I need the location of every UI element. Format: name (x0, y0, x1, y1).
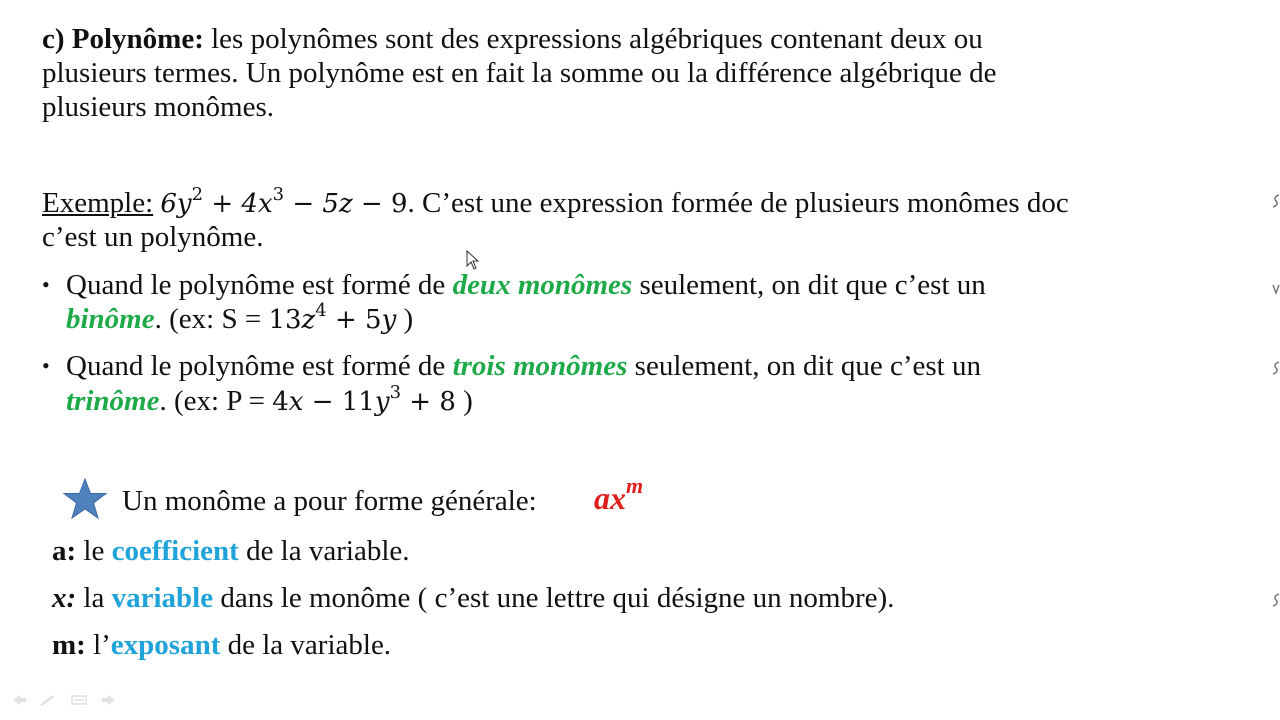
def-key-a: a: (52, 535, 77, 567)
formula-exponent: m (626, 473, 644, 498)
star-icon (62, 478, 108, 520)
bullet-marker: • (42, 353, 50, 378)
bullet-2-post: seulement, on dit que c’est un (627, 350, 981, 382)
slide-menu-icon[interactable] (70, 694, 88, 706)
bullet-2-line-2 (66, 384, 473, 419)
def-key-m: m: (52, 629, 86, 661)
definition-exposant (52, 628, 391, 662)
def-x-pre: la (76, 582, 112, 614)
bullet-1-ex-open: . (ex: S = (154, 303, 269, 335)
def-a-pre: le (76, 535, 112, 567)
bullet-2-line-1 (66, 349, 981, 383)
bullet-2-highlight: trois monômes (452, 350, 628, 382)
trinome-example-formula: $4x - 11y^3 + 8$ (272, 382, 456, 417)
bullet-1-highlight: deux monômes (452, 269, 633, 301)
def-x-post: dans le monôme ( c’est une lettre qui désigne un nombre). (213, 582, 895, 614)
bullet-2-pre: Quand le polynôme est formé de (66, 350, 453, 382)
trinome-term: trinôme (66, 385, 160, 417)
bullet-1-ex-close: ) (396, 303, 414, 335)
definition-line-2: plusieurs termes. Un polynôme est en fait la somme ou la différence algébrique de (42, 57, 997, 89)
def-x-term: variable (111, 582, 214, 614)
general-form-formula (594, 473, 644, 518)
general-form-text: Un monôme a pour forme générale: (122, 485, 537, 517)
def-m-pre: l’ (85, 629, 111, 661)
example-text-1: . C’est une expression formée de plusieurs monômes doc (407, 187, 1069, 219)
formula-base: ax (594, 480, 626, 516)
bullet-1-pre: Quand le polynôme est formé de (66, 269, 453, 301)
binome-term: binôme (66, 303, 155, 335)
definition-line-1 (42, 22, 983, 56)
example-line-1 (42, 186, 1069, 221)
definition-lead: c) Polynôme: (42, 23, 204, 55)
definition-coefficient (52, 534, 410, 568)
bullet-marker: • (42, 272, 50, 297)
bullet-1-line-1 (66, 268, 986, 302)
definition-text-1: les polynômes sont des expressions algébriques contenant deux ou (203, 23, 983, 55)
def-key-x: x: (52, 582, 77, 614)
edge-mark-icon (1272, 360, 1280, 376)
example-expression: $6y^2 + 4x^3 - 5z - 9$ (160, 184, 408, 219)
def-m-post: de la variable. (220, 629, 392, 661)
definition-variable (52, 581, 894, 615)
def-a-post: de la variable. (238, 535, 410, 567)
example-label: Exemple: (42, 187, 154, 219)
def-m-term: exposant (110, 629, 221, 661)
edge-mark-icon (1272, 193, 1280, 209)
bullet-1-post: seulement, on dit que c’est un (632, 269, 986, 301)
binome-example-formula: $13z^4 + 5y$ (268, 300, 397, 335)
next-slide-icon[interactable] (100, 694, 118, 706)
example-text-2: c’est un polynôme. (42, 221, 264, 253)
edge-mark-icon (1272, 592, 1280, 608)
bullet-1-line-2 (66, 302, 413, 337)
mouse-cursor-icon (466, 250, 480, 270)
bullet-2-ex-open: . (ex: P = (159, 385, 273, 417)
definition-line-3: plusieurs monômes. (42, 91, 274, 123)
def-a-term: coefficient (111, 535, 239, 567)
bullet-2-ex-close: ) (455, 385, 473, 417)
pen-tool-icon[interactable] (38, 694, 56, 706)
previous-slide-icon[interactable] (10, 694, 28, 706)
edge-mark-icon (1272, 281, 1280, 297)
